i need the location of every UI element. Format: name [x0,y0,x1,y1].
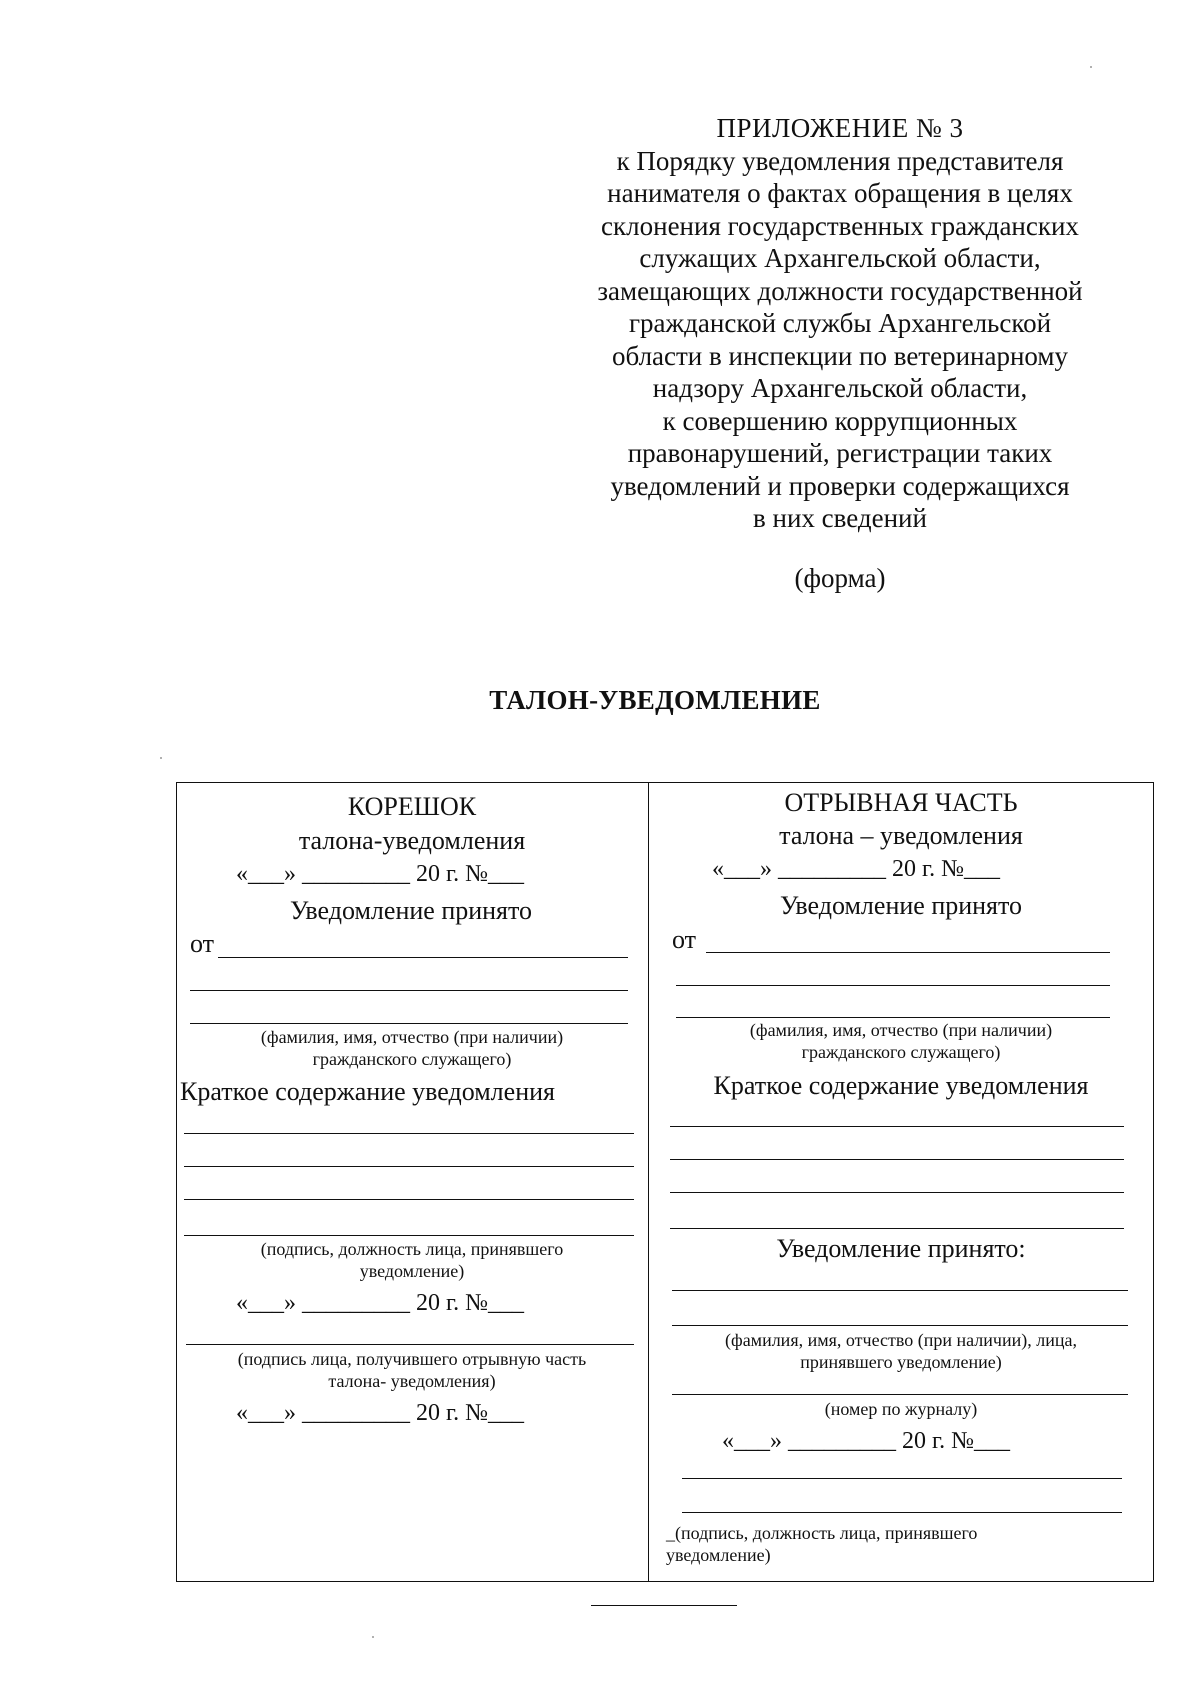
caption-line: _(подпись, должность лица, принявшего [666,1523,978,1543]
appendix-line: замещающих должности государственной [597,275,1083,306]
appendix-line: к совершению коррупционных [662,405,1018,436]
stub-fio-caption [176,1026,648,1070]
tearoff-summary-line[interactable] [670,1159,1124,1160]
tearoff-summary-line[interactable] [670,1126,1124,1127]
appendix-line: области в инспекции по ветеринарному [612,340,1068,371]
stub-summary-line[interactable] [184,1133,634,1134]
tearoff-from-line[interactable] [706,952,1110,953]
scan-speck [160,757,162,759]
tearoff-summary-line[interactable] [670,1228,1124,1229]
stub-date-line-2: «___» _________ 20 г. №___ [236,1290,525,1316]
stub-subheading: талона-уведомления [298,826,526,855]
appendix-line: к Порядку уведомления представителя [616,145,1064,176]
caption-line: (подпись лица, получившего отрывную часть [237,1349,587,1369]
stub-from-line[interactable] [190,990,628,991]
appendix-number: ПРИЛОЖЕНИЕ № 3 [716,113,964,143]
tearoff-sign-line[interactable] [682,1478,1122,1479]
tearoff-journal-caption: (номер по журналу) [824,1399,978,1419]
tearoff-accepted-2: Уведомление принято: [776,1234,1026,1263]
stub-sign-caption [176,1238,648,1282]
form-note: (форма) [794,562,886,593]
appendix-line: правонарушений, регистрации таких [627,438,1053,468]
stub-date-line: «___» _________ 20 г. №___ [236,861,525,887]
tearoff-sign-caption [666,1522,977,1566]
tearoff-accepter-caption [650,1329,1152,1373]
appendix-line: нанимателя о фактах обращения в целях [607,178,1073,208]
tearoff-accepter-line[interactable] [672,1290,1128,1291]
stub-heading: КОРЕШОК [347,792,477,821]
scan-speck [1090,66,1092,68]
tearoff-heading: ОТРЫВНАЯ ЧАСТЬ [784,788,1018,817]
stub-summary-line[interactable] [184,1166,634,1167]
appendix-line: гражданской службы Архангельской [628,308,1052,338]
document-title: ТАЛОН-УВЕДОМЛЕНИЕ [489,685,821,715]
appendix-line: служащих Архангельской области, [639,243,1041,273]
stub-summary-line[interactable] [184,1199,634,1200]
tearoff-subheading: талона – уведомления [779,821,1023,850]
caption-line: (подпись, должность лица, принявшего [260,1239,564,1259]
appendix-header [580,112,1100,594]
tearoff-fio-caption [650,1019,1152,1063]
tearoff-from-line[interactable] [676,1017,1110,1018]
scan-speck [372,1636,374,1638]
tearoff-accepted: Уведомление принято [779,891,1023,920]
stub-summary-line[interactable] [184,1235,634,1236]
caption-line: гражданского служащего) [312,1049,512,1069]
tearoff-date-line: «___» _________ 20 г. №___ [712,856,1001,882]
caption-line: (фамилия, имя, отчество (при наличии) [749,1020,1053,1040]
caption-line: талона- уведомления) [328,1371,496,1391]
tearoff-summary-line[interactable] [670,1192,1124,1193]
appendix-line: надзору Архангельской области, [652,373,1028,403]
appendix-line: в них сведений [753,503,927,533]
stub-summary-label: Краткое содержание уведомления [180,1077,555,1106]
stub-accepted: Уведомление принято [289,896,533,925]
caption-line: принявшего уведомление) [800,1352,1002,1372]
caption-line: (фамилия, имя, отчество (при наличии) [260,1027,564,1047]
tearoff-from-line[interactable] [676,985,1110,986]
caption-line: гражданского служащего) [801,1042,1001,1062]
tearoff-sign-line[interactable] [682,1512,1122,1513]
stub-from-line[interactable] [190,1023,628,1024]
tearoff-summary-label: Краткое содержание уведомления [713,1071,1089,1100]
tearoff-accepter-line[interactable] [672,1325,1128,1326]
stub-from-label: от [190,929,215,958]
caption-line: (фамилия, имя, отчество (при наличии), лица, [725,1330,1077,1350]
tearoff-from-label: от [672,925,697,954]
caption-line: уведомление) [359,1261,465,1281]
coupon-divider [648,782,649,1582]
document-end-line [591,1605,737,1606]
caption-line: уведомление) [666,1545,771,1565]
stub-receiver-line[interactable] [186,1344,634,1345]
tearoff-journal-line[interactable] [672,1394,1128,1395]
stub-receiver-caption [176,1348,648,1392]
appendix-line: уведомлений и проверки содержащихся [610,470,1070,501]
tearoff-date-line-2: «___» _________ 20 г. №___ [722,1428,1011,1454]
stub-from-line[interactable] [218,957,628,958]
stub-date-line-3: «___» _________ 20 г. №___ [236,1400,525,1426]
appendix-line: склонения государственных гражданских [601,210,1079,241]
